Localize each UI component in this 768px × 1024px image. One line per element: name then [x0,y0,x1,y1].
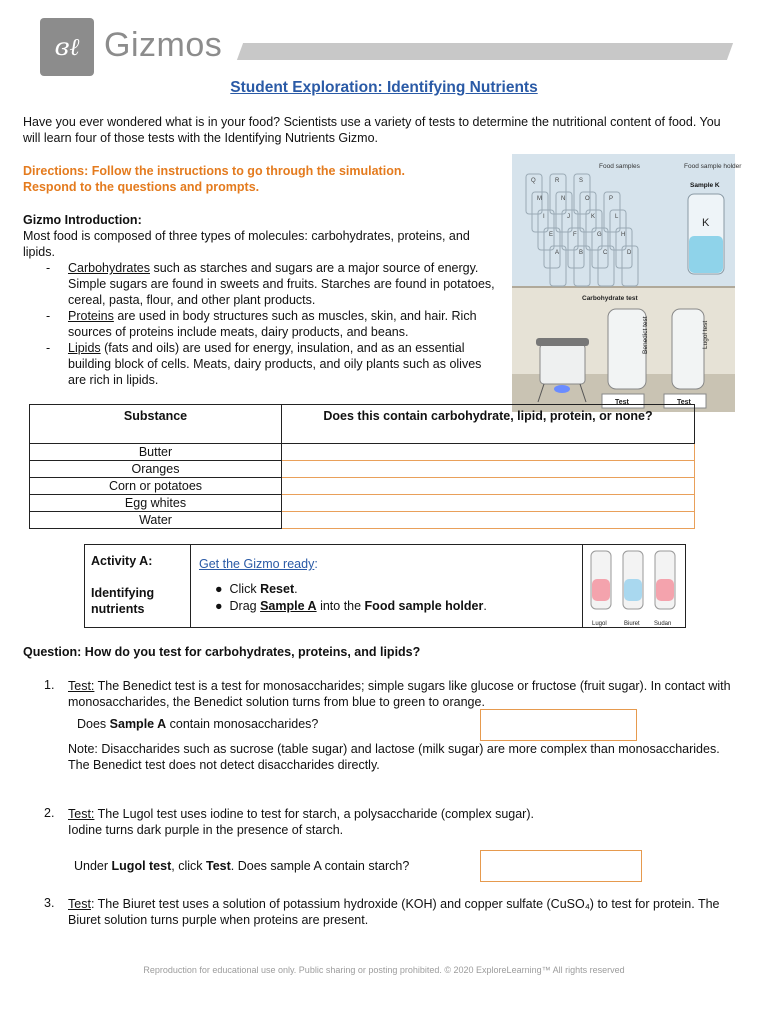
q2-text [68,806,738,838]
footer-copyright: Reproduction for educational use only. Public sharing or posting prohibited. © 2020 ExploreLearning™ All rights reserved [143,965,625,975]
nutrient-list [23,260,495,388]
q1-sample-a: Sample A [109,717,167,731]
simulation-illustration [512,154,742,412]
step-reset: ● Click Reset. [215,582,298,596]
list-item-lipids [23,340,495,388]
directions-line-2: Respond to the questions and prompts. [23,180,260,194]
gizmo-intro-heading: Gizmo Introduction: [23,213,142,227]
sample-letter: R [555,178,560,184]
main-question: Question: How do you test for carbohydrates, proteins, and lipids? [23,645,421,659]
q3-number: 3. [44,896,55,910]
sample-letter: D [627,250,632,256]
q2-ask-post: . Does sample A contain starch? [230,859,410,873]
sample-letter: P [609,196,614,202]
table-row [30,512,695,529]
answer-cell[interactable] [282,444,695,461]
tube-label-biuret: Biuret [624,621,640,627]
q2-test-label: Test: [68,807,95,821]
step1-pre: Click [229,582,261,596]
list-item-proteins [23,308,495,340]
gizmos-logo-word: Gizmos [104,26,223,64]
q1-text [68,678,738,710]
answer-cell[interactable] [282,461,695,478]
gizmo-ready-link[interactable]: Get the Gizmo ready [199,557,315,571]
list-item-carbohydrates [23,260,495,308]
page-title: Student Exploration: Identifying Nutrients [230,79,538,96]
desc-lipids: (fats and oils) are used for energy, insulation, and as an essential building block of cells. Meats, dairy products, and oily plants such as olives are rich in lipids. [68,341,482,387]
activity-instructions [199,557,318,571]
sample-letter: B [579,250,584,256]
q1-ask-pre: Does [77,717,110,731]
sample-letter: O [585,196,590,202]
sample-letter: L [615,214,619,220]
sample-letter: M [537,196,542,202]
intro-paragraph: Have you ever wondered what is in your food? Scientists use a variety of tests to determine the nutritional content of food. You will learn four of those tests with the Identifying Nutrients Gizmo. [23,115,721,145]
term-carbohydrates: Carbohydrates [68,261,150,275]
answer-cell[interactable] [282,495,695,512]
benedict-test-label: Benedict test [642,316,649,354]
substance-cell: Corn or potatoes [30,478,282,495]
answer-cell[interactable] [282,512,695,529]
step-drag: ● Drag Sample A into the Food sample holder. [215,599,487,613]
q1-answer-box[interactable] [480,709,637,741]
activity-image-cell [582,545,686,627]
q1-ask-post: contain monosaccharides? [166,717,319,731]
sample-letter: Q [531,178,536,184]
q3-text [68,896,738,928]
step1-post: . [294,582,298,596]
q2-line-1 [68,806,738,822]
sample-a-label: Sample A [260,599,317,613]
sample-letter: I [543,214,545,220]
gizmo-ready-colon: : [314,557,318,571]
holder-label: Food sample holder [684,163,742,170]
q2-number: 2. [44,806,55,820]
q1-note: Note: Disaccharides such as sucrose (table sugar) and lactose (milk sugar) are more complex than monosaccharides. The Benedict test does not detect disaccharides directly. [68,742,720,772]
activity-steps [215,581,487,615]
table-row [30,478,695,495]
term-proteins: Proteins [68,309,114,323]
test-tubes-illustration [583,545,683,627]
col-contains-header: Does this contain carbohydrate, lipid, protein, or none? [282,405,695,444]
simulation-screenshot [512,154,742,412]
q1-test-label: Test: [68,679,95,693]
tube-label-lugol: Lugol [592,621,607,627]
q3-body: : The Biuret test uses a solution of potassium hydroxide (KOH) and copper sulfate (CuSO₄) to test for protein. The Biuret solution turns purple when proteins are present. [68,897,720,927]
q3-test-label: Test [68,897,91,911]
holder-letter: K [702,217,710,229]
test-button-1-label: Test [615,399,629,406]
substance-cell: Oranges [30,461,282,478]
activity-label: Activity A: [91,554,153,568]
q1-ask [77,717,318,731]
gizmo-intro-text: Most food is composed of three types of molecules: carbohydrates, proteins, and lipids. [23,229,470,259]
sample-letter: F [573,232,577,238]
sample-letter: H [621,232,626,238]
sample-letter: E [549,232,554,238]
sample-k-label: Sample K [690,182,720,189]
test-button-2-label: Test [677,399,691,406]
activity-label-cell [85,545,191,627]
logo-mark-text: ɞℓ [54,32,80,61]
substance-table [29,404,695,529]
gizmos-logo-mark [40,18,94,76]
gizmo-introduction [23,212,495,388]
answer-cell[interactable] [282,478,695,495]
sample-letter: K [591,214,596,220]
reset-label: Reset [260,582,295,596]
holder-bold-label: Food sample holder [364,599,484,613]
sample-letter: G [597,232,602,238]
desc-carbohydrates: such as starches and sugars are a major source of energy. Simple sugars are found in sweets and fruits. Starches are found in potatoes, cereal, pasta, flour, and other plant products. [68,261,495,307]
sample-letter: C [603,250,608,256]
header-bar [237,43,733,60]
table-row [30,444,695,461]
sample-letter: S [579,178,584,184]
activity-box [84,544,686,628]
q2-ask [74,859,409,873]
q1-body: The Benedict test is a test for monosaccharides; simple sugars like glucose or fructose (fruit sugar). In contact with monosaccharides, the Benedict solution turns from blue to green to orange. [68,679,731,709]
q2-lugol-label: Lugol test [111,859,172,873]
q2-line-2: Iodine turns dark purple in the presence of starch. [68,823,344,837]
carb-test-label: Carbohydrate test [582,295,638,302]
q2-ask-pre: Under [74,859,112,873]
col-substance-header: Substance [30,405,282,444]
step2-pre: Drag [229,599,261,613]
activity-title: Identifying nutrients [91,586,155,616]
q2-test-bold: Test [205,859,231,873]
q2-answer-box[interactable] [480,850,642,882]
q1-number: 1. [44,678,55,692]
tube-label-sudan: Sudan [654,621,672,627]
sample-letter: A [555,250,560,256]
food-samples-label: Food samples [599,163,640,170]
table-row [30,495,695,512]
lugol-test-label: Lugol test [702,320,709,349]
sample-letter: N [561,196,566,202]
table-row [30,461,695,478]
substance-cell: Water [30,512,282,529]
substance-cell: Egg whites [30,495,282,512]
term-lipids: Lipids [68,341,101,355]
table-header-row [30,405,695,444]
q2-body: The Lugol test uses iodine to test for starch, a polysaccharide (complex sugar). [94,807,534,821]
sample-letter: J [567,214,570,220]
step2-post: . [483,599,487,613]
step2-mid: into the [316,599,365,613]
directions-line-1: Directions: Follow the instructions to go through the simulation. [23,164,405,178]
desc-proteins: are used in body structures such as muscles, skin, and hair. Rich sources of proteins include meats, dairy products, and beans. [68,309,477,339]
q2-ask-mid: , click [171,859,206,873]
substance-cell: Butter [30,444,282,461]
